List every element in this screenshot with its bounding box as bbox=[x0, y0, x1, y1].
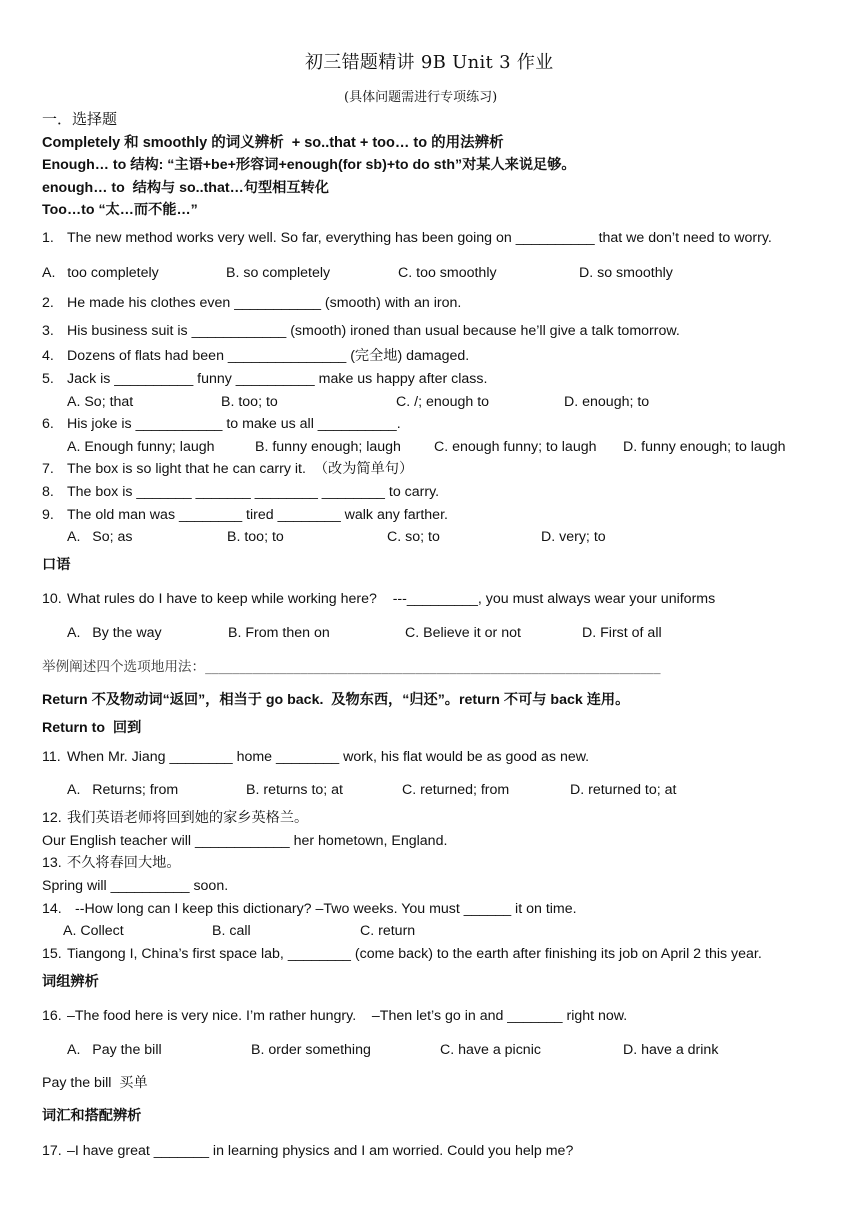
fill-line: Spring will __________ soon. bbox=[42, 878, 229, 894]
phrase-note: Pay the bill 买单 bbox=[42, 1075, 148, 1091]
option-c: C. return bbox=[360, 923, 416, 939]
option-b: B. From then on bbox=[228, 625, 330, 641]
question-number: 3. bbox=[42, 323, 54, 339]
option-b: B. so completely bbox=[226, 265, 331, 281]
option-c: C. /; enough to bbox=[396, 394, 490, 410]
option-a: A. Enough funny; laugh bbox=[67, 439, 215, 455]
question-number: 9. bbox=[42, 507, 54, 523]
grammar-note: Return 不及物动词“返回”，相当于 go back. 及物东西，“归还”。return 不可与 back 连用。 bbox=[42, 692, 630, 708]
option-c: C. Believe it or not bbox=[405, 625, 521, 641]
option-d: D. enough; to bbox=[564, 394, 650, 410]
question-text: 不久将春回大地。 bbox=[67, 855, 181, 871]
fill-line: Our English teacher will ____________ her hometown, England. bbox=[42, 833, 448, 849]
question-text: His business suit is ____________ (smooth) ironed than usual because he’ll give a talk tomorrow. bbox=[67, 323, 680, 339]
option-b: B. too; to bbox=[227, 529, 284, 545]
section-heading: 词汇和搭配辨析 bbox=[42, 1108, 142, 1124]
option-b: B. call bbox=[212, 923, 251, 939]
option-d: D. returned to; at bbox=[570, 782, 677, 798]
question-text: Dozens of flats had been _______________ (完全地) damaged. bbox=[67, 348, 470, 364]
grammar-note: Return to 回到 bbox=[42, 720, 142, 736]
question-text: –The food here is very nice. I’m rather hungry. –Then let’s go in and _______ right now. bbox=[67, 1008, 628, 1024]
question-number: 5. bbox=[42, 371, 54, 387]
option-c: C. so; to bbox=[387, 529, 440, 545]
question-number: 7. bbox=[42, 461, 54, 477]
grammar-note: Completely 和 smoothly 的词义辨析 + so..that + too… to 的用法辨析 bbox=[42, 135, 504, 151]
option-d: D. have a drink bbox=[623, 1042, 719, 1058]
question-number: 6. bbox=[42, 416, 54, 432]
option-c: C. have a picnic bbox=[440, 1042, 541, 1058]
question-text: The new method works very well. So far, everything has been going on __________ that we don’t need to worry. bbox=[67, 230, 772, 246]
question-number: 15. bbox=[42, 946, 62, 962]
question-number: 11. bbox=[42, 749, 61, 765]
question-text: 我们英语老师将回到她的家乡英格兰。 bbox=[67, 810, 309, 826]
section-heading: 一．选择题 bbox=[42, 110, 118, 128]
option-a: A. Pay the bill bbox=[67, 1042, 162, 1058]
option-a: A. So; that bbox=[67, 394, 134, 410]
page-title: 初三错题精讲 9B Unit 3 作业 bbox=[305, 52, 554, 73]
question-text: He made his clothes even ___________ (smooth) with an iron. bbox=[67, 295, 462, 311]
option-c: C. enough funny; to laugh bbox=[434, 439, 597, 455]
question-number: 4. bbox=[42, 348, 54, 364]
question-text: –I have great _______ in learning physics and I am worried. Could you help me? bbox=[67, 1143, 574, 1159]
option-a: A. too completely bbox=[42, 265, 159, 281]
question-number: 14. bbox=[42, 901, 62, 917]
question-text: When Mr. Jiang ________ home ________ work, his flat would be as good as new. bbox=[67, 749, 590, 765]
option-b: B. returns to; at bbox=[246, 782, 343, 798]
question-text: The box is _______ _______ ________ ________ to carry. bbox=[67, 484, 440, 500]
option-b: B. order something bbox=[251, 1042, 371, 1058]
option-a: A. Returns; from bbox=[67, 782, 179, 798]
option-d: D. First of all bbox=[582, 625, 662, 641]
option-d: D. very; to bbox=[541, 529, 606, 545]
question-text: The box is so light that he can carry it. （改为简单句） bbox=[67, 461, 414, 477]
question-number: 13. bbox=[42, 855, 62, 871]
question-number: 17. bbox=[42, 1143, 62, 1159]
question-text: His joke is ___________ to make us all __________. bbox=[67, 416, 401, 432]
grammar-note: Enough… to 结构: “主语+be+形容词+enough(for sb)+to do sth”对某人来说足够。 bbox=[42, 157, 576, 173]
grammar-note: enough… to 结构与 so..that…句型相互转化 bbox=[42, 180, 329, 196]
page-subtitle: (具体问题需进行专项练习) bbox=[344, 90, 498, 105]
option-d: D. funny enough; to laugh bbox=[623, 439, 786, 455]
question-text: What rules do I have to keep while working here? ---_________, you must always wear your uniforms bbox=[67, 591, 716, 607]
section-heading: 词组辨析 bbox=[42, 974, 99, 990]
question-number: 10. bbox=[42, 591, 62, 607]
option-d: D. so smoothly bbox=[579, 265, 673, 281]
question-text: Jack is __________ funny __________ make us happy after class. bbox=[67, 371, 488, 387]
explain-prompt: 举例阐述四个选项地用法：___________________________________________________________________ bbox=[42, 659, 661, 675]
option-b: B. too; to bbox=[221, 394, 278, 410]
option-c: C. too smoothly bbox=[398, 265, 497, 281]
question-text: Tiangong I, China’s first space lab, ________ (come back) to the earth after finishing its job on April 2 this year. bbox=[67, 946, 762, 962]
option-b: B. funny enough; laugh bbox=[255, 439, 401, 455]
section-heading: 口语 bbox=[42, 557, 71, 573]
question-number: 2. bbox=[42, 295, 54, 311]
question-number: 16. bbox=[42, 1008, 62, 1024]
option-a: A. By the way bbox=[67, 625, 162, 641]
option-c: C. returned; from bbox=[402, 782, 510, 798]
question-number: 12. bbox=[42, 810, 62, 826]
question-number: 8. bbox=[42, 484, 54, 500]
question-number: 1. bbox=[42, 230, 54, 246]
question-text: --How long can I keep this dictionary? –Two weeks. You must ______ it on time. bbox=[75, 901, 577, 917]
question-text: The old man was ________ tired ________ walk any farther. bbox=[67, 507, 448, 523]
option-a: A. Collect bbox=[63, 923, 124, 939]
grammar-note: Too…to “太…而不能…” bbox=[42, 202, 198, 218]
option-a: A. So; as bbox=[67, 529, 133, 545]
